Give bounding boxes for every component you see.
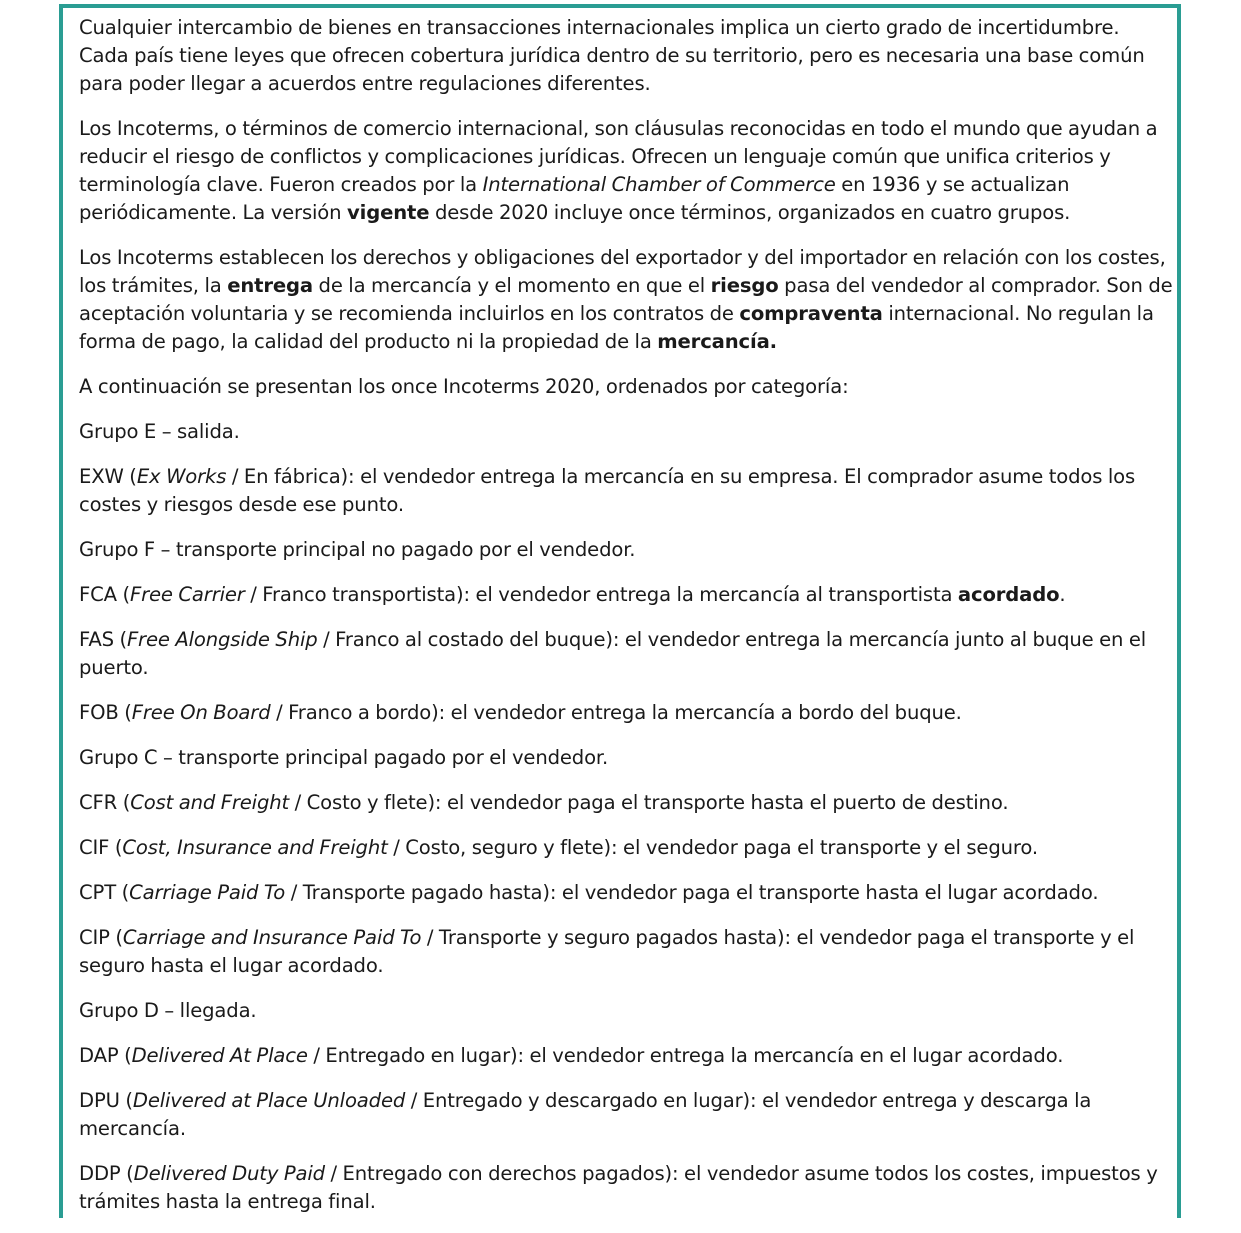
- group-heading-c: Grupo C – transporte principal pagado por el vendedor.: [79, 746, 609, 769]
- text-run: pasa del vendedor al comprador. Son de aceptación voluntaria y se recomienda incluirlos en los contratos de: [79, 274, 1173, 325]
- intro-paragraph-2: [79, 115, 1174, 227]
- text-run: Los Incoterms establecen los derechos y obligaciones del exportador y del importador en relación con los costes, los trámites, la: [79, 246, 1166, 297]
- term-code: DPU (: [79, 1089, 133, 1112]
- term-english-name: Cost, Insurance and Freight: [122, 836, 388, 859]
- term-description: / Entregado en lugar): el vendedor entrega la mercancía en el lugar acordado.: [307, 1044, 1064, 1067]
- term-code: CPT (: [79, 881, 130, 904]
- group-heading-f: Grupo F – transporte principal no pagado por el vendedor.: [79, 538, 636, 561]
- term-fas: [79, 626, 1174, 682]
- term-description: / En fábrica): el vendedor entrega la mercancía en su empresa. El comprador asume todos los costes y riesgos desde ese punto.: [79, 465, 1136, 516]
- term-english-name: Carriage and Insurance Paid To: [122, 926, 422, 949]
- italic-term: International Chamber of Commerce: [482, 173, 836, 196]
- term-english-name: Free Carrier: [129, 583, 245, 606]
- bold-term: compraventa: [739, 302, 883, 325]
- bold-term: entrega: [227, 274, 313, 297]
- term-description: / Franco al costado del buque): el vendedor entrega la mercancía junto al buque en el puerto.: [79, 628, 1147, 679]
- document-frame: [59, 4, 1181, 1218]
- term-english-name: Cost and Freight: [130, 791, 290, 814]
- term-ddp: [79, 1160, 1174, 1216]
- document-body: [79, 14, 1174, 1233]
- term-exw: [79, 463, 1174, 519]
- term-cif: [79, 834, 1174, 862]
- term-english-name: Free Alongside Ship: [126, 628, 318, 651]
- term-description: / Transporte pagado hasta): el vendedor paga el transporte hasta el lugar acordado.: [285, 881, 1099, 904]
- term-description: / Entregado con derechos pagados): el vendedor asume todos los costes, impuestos y trámites hasta la entrega final.: [79, 1162, 1158, 1213]
- term-code: DDP (: [79, 1162, 134, 1185]
- term-english-name: Delivered At Place: [131, 1044, 308, 1067]
- group-heading-d: Grupo D – llegada.: [79, 999, 257, 1022]
- term-english-name: Delivered at Place Unloaded: [132, 1089, 406, 1112]
- term-description: / Entregado y descargado en lugar): el vendedor entrega y descarga la mercancía.: [79, 1089, 1092, 1140]
- term-english-name: Ex Works: [136, 465, 227, 488]
- text-run: internacional. No regulan la forma de pago, la calidad del producto ni la propiedad de la: [79, 302, 1154, 353]
- text-run: de la mercancía y el momento en que el: [312, 274, 711, 297]
- term-cip: [79, 924, 1174, 980]
- intro-paragraph-1: Cualquier intercambio de bienes en transacciones internacionales implica un cierto grado de incertidumbre. Cada país tiene leyes que ofrecen cobertura jurídica dentro de su territorio, pero es necesaria una base común para poder llegar a acuerdos entre regulaciones diferentes.: [79, 16, 1145, 95]
- term-description: / Costo, seguro y flete): el vendedor paga el transporte y el seguro.: [387, 836, 1038, 859]
- term-fob: [79, 699, 1174, 727]
- term-dap: [79, 1042, 1174, 1070]
- intro-paragraph-4: A continuación se presentan los once Incoterms 2020, ordenados por categoría:: [79, 375, 849, 398]
- text-run: Los Incoterms, o términos de comercio internacional, son cláusulas reconocidas en todo el mundo que ayudan a reducir el riesgo de conflictos y complicaciones jurídicas. Ofrecen un lenguaje común que unifica criterios y terminología clave. Fueron creados por la: [79, 117, 1158, 196]
- group-heading-e: Grupo E – salida.: [79, 420, 240, 443]
- term-code: DAP (: [79, 1044, 132, 1067]
- term-fca: [79, 581, 1174, 609]
- term-code: FCA (: [79, 583, 130, 606]
- intro-paragraph-3: [79, 244, 1174, 356]
- term-code: FAS (: [79, 628, 127, 651]
- term-dpu: [79, 1087, 1174, 1143]
- term-english-name: Delivered Duty Paid: [133, 1162, 325, 1185]
- text-run: en 1936 y se actualizan periódicamente. La versión: [79, 173, 1070, 224]
- term-code: EXW (: [79, 465, 137, 488]
- term-english-name: Carriage Paid To: [129, 881, 286, 904]
- term-english-name: Free On Board: [131, 701, 271, 724]
- term-code: CIP (: [79, 926, 123, 949]
- term-code: CIF (: [79, 836, 123, 859]
- bold-term: riesgo: [710, 274, 779, 297]
- term-description: / Franco a bordo): el vendedor entrega la mercancía a bordo del buque.: [270, 701, 962, 724]
- term-code: CFR (: [79, 791, 131, 814]
- term-cfr: [79, 789, 1174, 817]
- term-description: / Transporte y seguro pagados hasta): el vendedor paga el transporte y el seguro hasta el lugar acordado.: [79, 926, 1135, 977]
- bold-term: vigente: [347, 201, 430, 224]
- term-code: FOB (: [79, 701, 132, 724]
- bold-term: mercancía.: [657, 330, 777, 353]
- bold-term: acordado: [957, 583, 1060, 606]
- term-description: / Costo y flete): el vendedor paga el transporte hasta el puerto de destino.: [289, 791, 1009, 814]
- text-run: desde 2020 incluye once términos, organizados en cuatro grupos.: [429, 201, 1071, 224]
- term-description: / Franco transportista): el vendedor entrega la mercancía al transportista: [244, 583, 958, 606]
- term-cpt: [79, 879, 1174, 907]
- text-run: .: [1059, 583, 1066, 606]
